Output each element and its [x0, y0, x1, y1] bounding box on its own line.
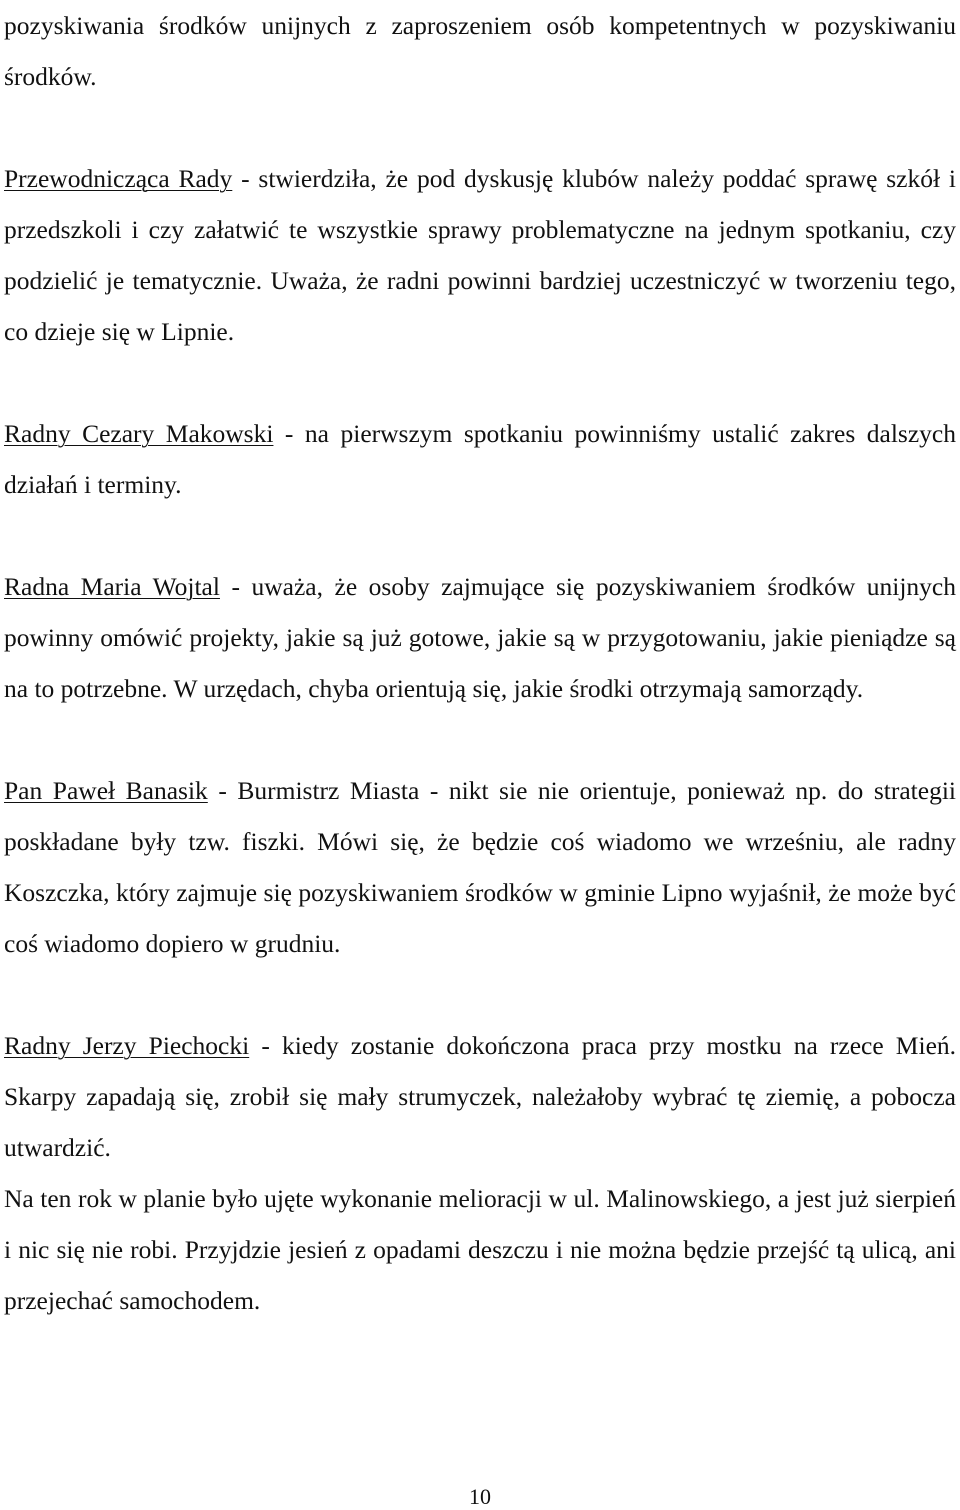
- paragraph-text: - na pierwszym spotkaniu powinniśmy ustalić zakres dalszych działań i terminy.: [4, 419, 956, 499]
- speaker-name: Radny Jerzy Piechocki: [4, 1031, 250, 1060]
- paragraph-text: pozyskiwania środków unijnych z zaproszeniem osób kompetentnych w pozyskiwaniu środków.: [4, 11, 956, 91]
- paragraph-makowski: [4, 408, 956, 510]
- paragraph-melioracja: [4, 1173, 956, 1326]
- paragraph-gap: [4, 510, 956, 561]
- paragraph-text: - kiedy zostanie dokończona praca przy mostku na rzece Mień. Skarpy zapadają się, zrobił się mały strumyczek, należałoby wybrać tę ziemię, a pobocza utwardzić.: [4, 1031, 957, 1162]
- paragraph-gap: [4, 102, 956, 153]
- speaker-name: Przewodnicząca Rady: [4, 164, 233, 193]
- paragraph-banasik: [4, 765, 956, 969]
- paragraph-wojtal: [4, 561, 956, 714]
- paragraph-gap: [4, 714, 956, 765]
- paragraph-continuation: [4, 0, 956, 102]
- paragraph-text: Na ten rok w planie było ujęte wykonanie melioracji w ul. Malinowskiego, a jest już sierpień i nic się nie robi. Przyjdzie jesień z opadami deszczu i nie można będzie przejść tą ulicą, ani przejechać samochodem.: [4, 1184, 956, 1315]
- paragraph-text: - stwierdziła, że pod dyskusję klubów należy poddać sprawę szkół i przedszkoli i czy załatwić te wszystkie sprawy problematyczne na jednym spotkaniu, czy podzielić je tematycznie. Uważa, że radni powinni bardziej uczestniczyć w tworzeniu tego, co dzieje się w Lipnie.: [4, 164, 956, 346]
- speaker-name: Radny Cezary Makowski: [4, 419, 274, 448]
- paragraph-piechocki: [4, 1020, 956, 1173]
- paragraph-gap: [4, 969, 956, 1020]
- speaker-name: Radna Maria Wojtal: [4, 572, 220, 601]
- paragraph-gap: [4, 357, 956, 408]
- paragraph-przewodniczaca: [4, 153, 956, 357]
- document-page: [4, 0, 956, 1326]
- speaker-name: Pan Paweł Banasik: [4, 776, 208, 805]
- paragraph-text: - uważa, że osoby zajmujące się pozyskiwaniem środków unijnych powinny omówić projekty, jakie są już gotowe, jakie są w przygotowaniu, jakie pieniądze są na to potrzebne. W urzędach, chyba orientują się, jakie środki otrzymają samorządy.: [4, 572, 956, 703]
- paragraph-text: - Burmistrz Miasta - nikt sie nie orientuje, ponieważ np. do strategii poskładane były tzw. fiszki. Mówi się, że będzie coś wiadomo we wrześniu, ale radny Koszczka, który zajmuje się pozyskiwaniem środków w gminie Lipno wyjaśnił, że może być coś wiadomo dopiero w grudniu.: [4, 776, 956, 958]
- page-number: 10: [469, 1484, 491, 1509]
